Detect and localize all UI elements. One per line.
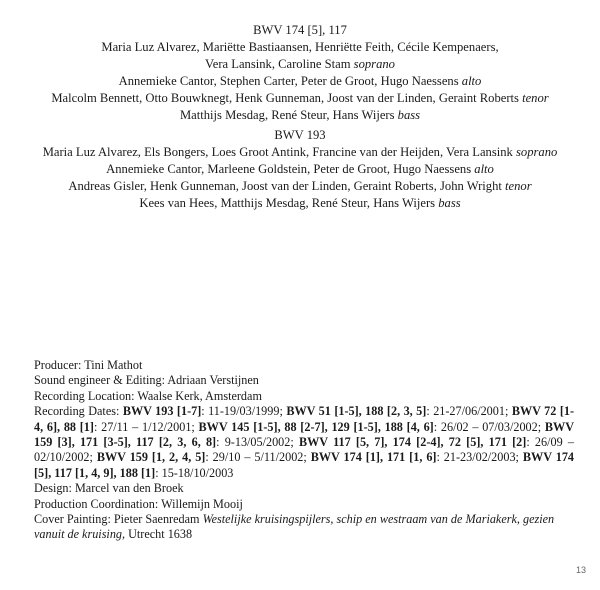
bass-names: Kees van Hees, Matthijs Mesdag, René Steur, Hans Wijers bass [139, 196, 461, 210]
voice-part-label: soprano [353, 57, 395, 71]
design-credit: Design: Marcel van den Broek [34, 481, 184, 496]
voice-part-label: soprano [516, 145, 558, 159]
sound-engineer-credit: Sound engineer & Editing: Adriaan Verstijnen [34, 373, 259, 388]
tenor-names: Malcolm Bennett, Otto Bouwknegt, Henk Gunneman, Joost van der Linden, Geraint Roberts tenor [51, 91, 549, 105]
voice-part-label: tenor [522, 91, 549, 105]
voice-part-label: bass [397, 108, 421, 122]
alto-names: Annemieke Cantor, Stephen Carter, Peter de Groot, Hugo Naessens alto [118, 74, 482, 88]
production-credits [34, 358, 574, 543]
painting-title: Westelijke kruisingspijlers, schip en westraam van de Mariakerk, gezien vanuit de kruising, [34, 512, 555, 542]
recording-location: Recording Location: Waalse Kerk, Amsterdam [34, 388, 262, 403]
recording-dates: Recording Dates: BWV 193 [1-7]: 11-19/03/1999; BWV 51 [1-5], 188 [2, 3, 5]: 21-27/06/2001; BWV 72 [1-4, 6], 88 [1]: 27/11 – 1/12/2001; BWV 145 [1-5], 88 [2-7], 129 [1-5], 188 [4, 6]: 26/02 – 07/03/2002; BWV 159 [3], 171 [3-5], 117 [2, 3, 6, 8]: 9-13/05/2002; BWV 117 [5, 7], 174 [2-4], 72 [5], 171 [2]: 26/09 – 02/10/2002; BWV 159 [1, 2, 4, 5]: 29/10 – 5/11/2002; BWV 174 [1], 171 [1, 6]: 21-23/02/2003; BWV 174 [5], 117 [1, 4, 9], 188 [1]: 15-18/10/2003 [34, 404, 575, 480]
producer-credit: Producer: Tini Mathot [34, 358, 143, 372]
bass-names: Matthijs Mesdag, René Steur, Hans Wijers bass [179, 108, 421, 122]
cast-list-bwv-193 [0, 127, 600, 212]
section-heading: BWV 193 [274, 128, 326, 142]
soprano-names-line-1: Maria Luz Alvarez, Mariëtte Bastiaansen, Henriëtte Feith, Cécile Kempenaers, [101, 40, 499, 54]
page-number: 13 [575, 565, 586, 575]
cover-painting-credit: Cover Painting: Pieter Saenredam Westelijke kruisingspijlers, schip en westraam van de Mariakerk, gezien vanuit de kruising, Utrecht 1638 [34, 512, 555, 542]
tenor-names: Andreas Gisler, Henk Gunneman, Joost van der Linden, Geraint Roberts, John Wright tenor [68, 179, 532, 193]
voice-part-label: tenor [505, 179, 532, 193]
alto-names: Annemieke Cantor, Marleene Goldstein, Peter de Groot, Hugo Naessens alto [106, 162, 494, 176]
cast-list-bwv-174-117 [0, 22, 600, 124]
section-heading: BWV 174 [5], 117 [253, 23, 347, 37]
soprano-names: Maria Luz Alvarez, Els Bongers, Loes Groot Antink, Francine van der Heijden, Vera Lansink soprano [42, 145, 558, 159]
voice-part-label: alto [474, 162, 494, 176]
production-coordination-credit: Production Coordination: Willemijn Mooij [34, 496, 243, 511]
voice-part-label: alto [461, 74, 482, 88]
soprano-names-line-2: Vera Lansink, Caroline Stam soprano [205, 57, 395, 71]
voice-part-label: bass [438, 196, 461, 210]
